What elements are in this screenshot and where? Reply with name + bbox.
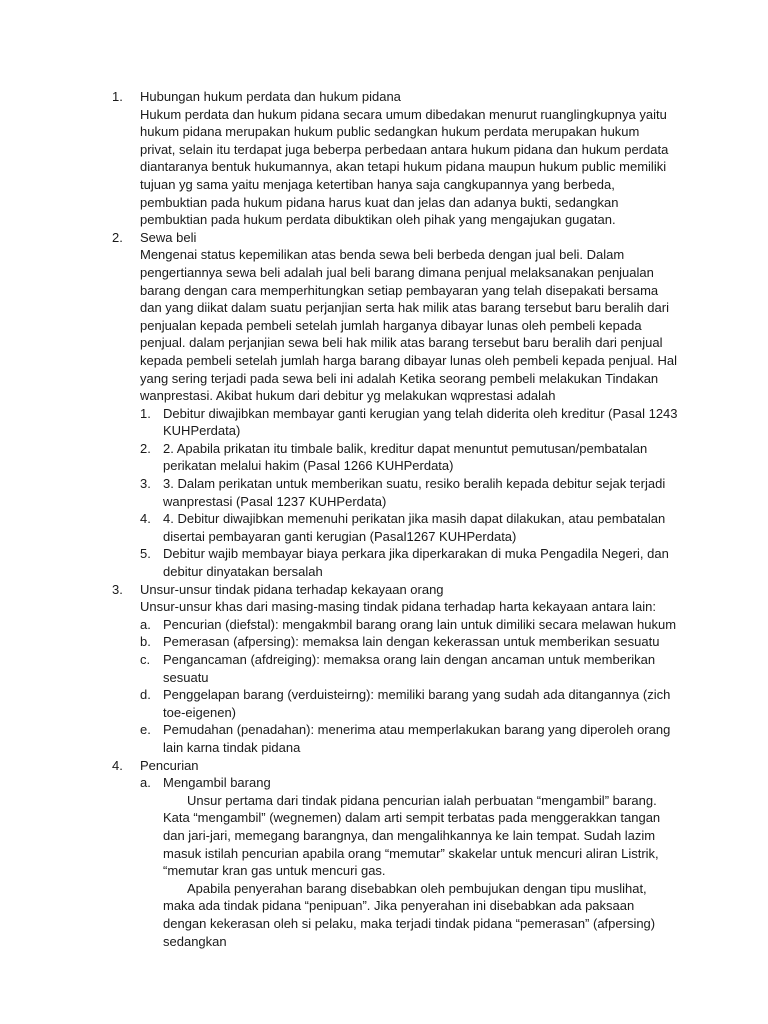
list-item-number: 2. (140, 440, 151, 456)
list-item-text: Penggelapan barang (verduisteirng): memiliki barang yang sudah ada ditangannya (zich toe-eigenen) (163, 687, 671, 720)
list-item (140, 545, 678, 580)
list-item (140, 440, 678, 475)
list-item (140, 721, 678, 756)
section-number: 2. (112, 229, 123, 245)
list-item-number: 4. (140, 511, 151, 527)
section-number: 4. (112, 757, 123, 773)
subsection-letter: a. (140, 775, 151, 791)
list-item-letter: a. (140, 616, 151, 632)
section-heading: Unsur-unsur tindak pidana terhadap kekayaan orang (140, 581, 444, 597)
subsection-heading: Mengambil barang (163, 775, 271, 791)
section-3 (112, 581, 678, 757)
list-item (140, 475, 678, 510)
section-body: Hukum perdata dan hukum pidana secara umum dibedakan menurut ruanglingkupnya yaitu hukum pidana merupakan hukum public sedangkan hukum perdata merupakan hukum privat, selain itu terdapat juga beberpa perbedaan antara hukum pidana dan hukum perdata diantaranya bentuk hukumannya, akan tetapi hukum pidana maupun hukum public memiliki tujuan yg sama yaitu menjaga ketertiban hanya saja cangkupannya yang berbeda, pembuktian pada hukum pidana harus kuat dan jelas dan adanya bukti, sedangkan pembuktian pada hukum perdata dibuktikan oleh pihak yang mengajukan gugatan. (140, 106, 669, 228)
section-number: 3. (112, 581, 123, 597)
list-item-letter: b. (140, 634, 151, 650)
subsection-a (140, 774, 678, 792)
subsection-body (163, 792, 678, 950)
list-item (140, 686, 678, 721)
list-item-letter: d. (140, 687, 151, 703)
list-item-text: 2. Apabila prikatan itu timbale balik, kreditur dapat menuntut pemutusan/pembatalan perikatan melalui hakim (Pasal 1266 KUHPerdata) (163, 440, 648, 474)
list-item-text: 4. Debitur diwajibkan memenuhi perikatan jika masih dapat dilakukan, atau pembatalan disertai pembayaran ganti kerugian (Pasal1267 KUHPerdata) (163, 511, 666, 544)
section-heading: Hubungan hukum perdata dan hukum pidana (140, 89, 401, 104)
section-body: Mengenai status kepemilikan atas benda sewa beli berbeda dengan jual beli. Dalam pengertiannya sewa beli adalah jual beli barang dimana penjual melaksanakan penjualan barang dengan cara memperhitungkan setiap pembayaran yang telah disepakati bersama dan yang diikat dalam suatu perjanjian serta hak milik atas barang tersebut baru beralih dari penjualan kepada pembeli setelah jumlah harganya dibayar lunas oleh pembeli kepada penjual. dalam perjanjian sewa beli hak milik atas barang tersebut baru beralih dari penjual kepada pembeli setelah jumlah harga barang dibayar lunas oleh pembeli kepada penjual. Hal yang sering terjadi pada sewa beli ini adalah Ketika seorang pembeli melakukan Tindakan wanprestasi. Akibat hukum dari debitur yg melakukan wqprestasi adalah (140, 247, 677, 404)
list-item (140, 405, 678, 440)
list-item-number: 3. (140, 476, 151, 492)
list-item-text: Pemudahan (penadahan): menerima atau memperlakukan barang yang diperoleh orang lain karna tindak pidana (163, 722, 671, 755)
list-item-letter: e. (140, 722, 151, 738)
section-number: 1. (112, 89, 123, 104)
section-heading: Pencurian (140, 757, 199, 773)
section-body: Unsur-unsur khas dari masing-masing tindak pidana terhadap harta kekayaan antara lain: (140, 599, 656, 615)
paragraph: Apabila penyerahan barang disebabkan oleh pembujukan dengan tipu muslihat, maka ada tindak pidana “penipuan”. Jika penyerahan ini disebabkan ada paksaan dengan kekerasan oleh si pelaku, maka terjadi tindak pidana “pemerasan” (afpersing) sedangkan (163, 880, 656, 949)
section-1 (112, 88, 678, 229)
section-4 (112, 757, 678, 951)
section-heading: Sewa beli (140, 229, 197, 245)
list-item-text: Pencurian (diefstal): mengakmbil barang orang lain untuk dimiliki secara melawan hukum (163, 616, 677, 632)
list-item (140, 651, 678, 686)
list-item-text: Pengancaman (afdreiging): memaksa orang lain dengan ancaman untuk memberikan sesuatu (163, 652, 656, 685)
list-item-text: Debitur diwajibkan membayar ganti kerugian yang telah diderita oleh kreditur (Pasal 1243 KUHPerdata) (163, 405, 678, 439)
list-item-text: 3. Dalam perikatan untuk memberikan suatu, resiko beralih kepada debitur sejak terjadi wanprestasi (Pasal 1237 KUHPerdata) (163, 476, 666, 509)
paragraph: Unsur pertama dari tindak pidana pencurian ialah perbuatan “mengambil” barang. Kata “mengambil” (wegnemen) dalam arti sempit terbatas pada menggerakkan tangan dan jari-jari, memegang barangnya, dan mengalihkannya ke lain tempat. Sudah lazim masuk istilah pencurian apabila orang “memutar” skakelar untuk mencuri aliran Listrik, “memutar kran gas untuk mencuri gas. (163, 792, 661, 879)
list-item-text: Debitur wajib membayar biaya perkara jika diperkarakan di muka Pengadila Negeri, dan debitur dinyatakan bersalah (163, 546, 669, 580)
list-item-letter: c. (140, 652, 151, 667)
section-2 (112, 229, 678, 581)
list-item-number: 5. (140, 546, 151, 562)
list-item-text: Pemerasan (afpersing): memaksa lain dengan kekerassan untuk memberikan sesuatu (163, 634, 660, 650)
list-item (140, 633, 678, 651)
list-item-number: 1. (140, 405, 151, 421)
list-item (140, 510, 678, 545)
list-item (140, 616, 678, 634)
